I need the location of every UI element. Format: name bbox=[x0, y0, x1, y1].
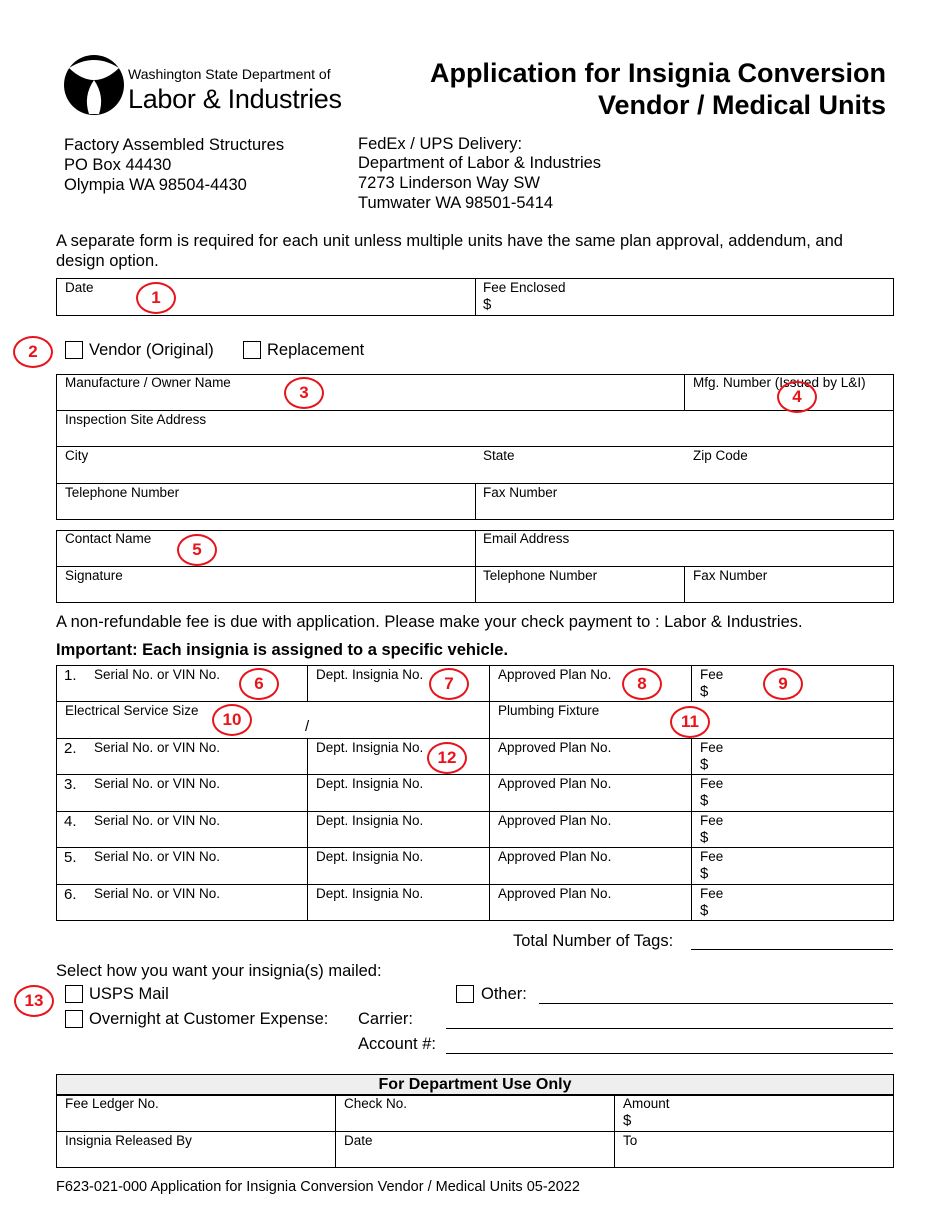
check-number-field[interactable]: Check No. bbox=[344, 1096, 408, 1111]
plan-field[interactable]: Approved Plan No. bbox=[498, 667, 612, 682]
plumbing-field[interactable]: Plumbing Fixture bbox=[498, 703, 600, 718]
usps-label: USPS Mail bbox=[89, 985, 169, 1003]
released-by-field[interactable]: Insignia Released By bbox=[65, 1133, 192, 1148]
mail-address-line: PO Box 44430 bbox=[64, 156, 172, 174]
contact-fax-field[interactable]: Fax Number bbox=[693, 568, 768, 583]
fee-currency: $ bbox=[700, 865, 709, 882]
serial-field[interactable]: Serial No. or VIN No. bbox=[94, 776, 221, 791]
insignia-field[interactable]: Dept. Insignia No. bbox=[316, 667, 424, 682]
dept-use-heading: For Department Use Only bbox=[56, 1074, 894, 1095]
form-title: Application for Insignia Conversion bbox=[429, 58, 886, 88]
replacement-label: Replacement bbox=[267, 341, 365, 359]
insignia-field[interactable]: Dept. Insignia No. bbox=[316, 886, 424, 901]
serial-field[interactable]: Serial No. or VIN No. bbox=[94, 886, 221, 901]
usps-checkbox[interactable] bbox=[65, 985, 83, 1003]
lni-logo-icon bbox=[63, 54, 125, 116]
account-label: Account #: bbox=[358, 1035, 436, 1053]
vendor-checkbox[interactable] bbox=[65, 341, 83, 359]
annotation-marker-12: 12 bbox=[427, 742, 467, 774]
fee-field[interactable]: Fee bbox=[700, 667, 724, 682]
plan-field[interactable]: Approved Plan No. bbox=[498, 740, 612, 755]
state-field[interactable]: State bbox=[483, 448, 515, 463]
vendor-label: Vendor (Original) bbox=[89, 341, 214, 359]
carrier-input[interactable] bbox=[446, 1028, 893, 1029]
signature-field[interactable]: Signature bbox=[65, 568, 123, 583]
serial-field[interactable]: Serial No. or VIN No. bbox=[94, 813, 221, 828]
annotation-marker-1: 1 bbox=[136, 282, 176, 314]
fee-note: A non-refundable fee is due with application. Please make your check payment to : Labor & Industries. bbox=[56, 613, 803, 631]
owner-name-field[interactable]: Manufacture / Owner Name bbox=[65, 375, 231, 390]
fee-currency: $ bbox=[700, 902, 709, 919]
delivery-address-line: Department of Labor & Industries bbox=[358, 154, 602, 172]
other-checkbox[interactable] bbox=[456, 985, 474, 1003]
mail-address-line: Olympia WA 98504-4430 bbox=[64, 176, 247, 194]
fee-field[interactable]: Fee bbox=[700, 740, 724, 755]
fee-enclosed-field[interactable]: Fee Enclosed bbox=[483, 280, 566, 295]
fee-field[interactable]: Fee bbox=[700, 886, 724, 901]
amount-currency: $ bbox=[623, 1112, 632, 1129]
annotation-marker-6: 6 bbox=[239, 668, 279, 700]
date-field[interactable]: Date bbox=[65, 280, 94, 295]
row-number: 1. bbox=[64, 667, 77, 684]
plan-field[interactable]: Approved Plan No. bbox=[498, 886, 612, 901]
annotation-marker-11: 11 bbox=[670, 706, 710, 738]
site-address-field[interactable]: Inspection Site Address bbox=[65, 412, 207, 427]
fee-field[interactable]: Fee bbox=[700, 776, 724, 791]
contact-name-field[interactable]: Contact Name bbox=[65, 531, 152, 546]
insignia-field[interactable]: Dept. Insignia No. bbox=[316, 740, 424, 755]
fee-currency: $ bbox=[700, 756, 709, 773]
serial-field[interactable]: Serial No. or VIN No. bbox=[94, 740, 221, 755]
city-field[interactable]: City bbox=[65, 448, 89, 463]
release-date-field[interactable]: Date bbox=[344, 1133, 373, 1148]
annotation-marker-5: 5 bbox=[177, 534, 217, 566]
fee-currency: $ bbox=[483, 296, 492, 313]
released-to-field[interactable]: To bbox=[623, 1133, 638, 1148]
delivery-address-line: Tumwater WA 98501-5414 bbox=[358, 194, 554, 212]
electrical-service-field[interactable]: Electrical Service Size bbox=[65, 703, 199, 718]
delivery-address-line: FedEx / UPS Delivery: bbox=[358, 135, 523, 153]
fee-currency: $ bbox=[700, 829, 709, 846]
form-footer: F623-021-000 Application for Insignia Conversion Vendor / Medical Units 05-2022 bbox=[56, 1179, 580, 1195]
annotation-marker-9: 9 bbox=[763, 668, 803, 700]
mailing-prompt: Select how you want your insignia(s) mailed: bbox=[56, 962, 382, 980]
annotation-marker-4: 4 bbox=[777, 381, 817, 413]
total-tags-input[interactable] bbox=[691, 949, 893, 950]
row-number: 5. bbox=[64, 849, 77, 866]
annotation-marker-13: 13 bbox=[14, 985, 54, 1017]
other-input[interactable] bbox=[539, 1003, 893, 1004]
delivery-address-line: 7273 Linderson Way SW bbox=[358, 174, 540, 192]
row-number: 4. bbox=[64, 813, 77, 830]
annotation-marker-10: 10 bbox=[212, 704, 252, 736]
agency-name-line2: Labor & Industries bbox=[128, 84, 342, 114]
annotation-marker-7: 7 bbox=[429, 668, 469, 700]
overnight-label: Overnight at Customer Expense: bbox=[89, 1010, 329, 1028]
row-number: 6. bbox=[64, 886, 77, 903]
mfg-number-field[interactable]: Mfg. Number (Issued by L&I) bbox=[693, 375, 866, 390]
total-tags-label: Total Number of Tags: bbox=[513, 932, 674, 950]
carrier-label: Carrier: bbox=[358, 1010, 414, 1028]
row-number: 2. bbox=[64, 740, 77, 757]
account-input[interactable] bbox=[446, 1053, 893, 1054]
zip-field[interactable]: Zip Code bbox=[693, 448, 748, 463]
overnight-checkbox[interactable] bbox=[65, 1010, 83, 1028]
plan-field[interactable]: Approved Plan No. bbox=[498, 813, 612, 828]
insignia-field[interactable]: Dept. Insignia No. bbox=[316, 813, 424, 828]
fee-currency: $ bbox=[700, 792, 709, 809]
annotation-marker-3: 3 bbox=[284, 377, 324, 409]
mail-address-line: Factory Assembled Structures bbox=[64, 136, 285, 154]
serial-field[interactable]: Serial No. or VIN No. bbox=[94, 667, 221, 682]
replacement-checkbox[interactable] bbox=[243, 341, 261, 359]
intro-note: A separate form is required for each unit unless multiple units have the same plan approval, addendum, and design option. bbox=[56, 232, 843, 270]
email-field[interactable]: Email Address bbox=[483, 531, 570, 546]
owner-phone-field[interactable]: Telephone Number bbox=[65, 485, 180, 500]
important-note: Important: Each insignia is assigned to a specific vehicle. bbox=[56, 641, 509, 659]
annotation-marker-2: 2 bbox=[13, 336, 53, 368]
fee-field[interactable]: Fee bbox=[700, 813, 724, 828]
serial-field[interactable]: Serial No. or VIN No. bbox=[94, 849, 221, 864]
insignia-field[interactable]: Dept. Insignia No. bbox=[316, 849, 424, 864]
agency-name-line1: Washington State Department of bbox=[128, 66, 331, 82]
fee-ledger-field[interactable]: Fee Ledger No. bbox=[65, 1096, 159, 1111]
owner-fax-field[interactable]: Fax Number bbox=[483, 485, 558, 500]
electrical-slash: / bbox=[305, 718, 310, 735]
fee-currency: $ bbox=[700, 683, 709, 700]
amount-field[interactable]: Amount bbox=[623, 1096, 670, 1111]
contact-phone-field[interactable]: Telephone Number bbox=[483, 568, 598, 583]
plan-field[interactable]: Approved Plan No. bbox=[498, 849, 612, 864]
row-number: 3. bbox=[64, 776, 77, 793]
other-label: Other: bbox=[481, 985, 527, 1003]
plan-field[interactable]: Approved Plan No. bbox=[498, 776, 612, 791]
annotation-marker-8: 8 bbox=[622, 668, 662, 700]
fee-field[interactable]: Fee bbox=[700, 849, 724, 864]
insignia-field[interactable]: Dept. Insignia No. bbox=[316, 776, 424, 791]
form-subtitle: Vendor / Medical Units bbox=[597, 90, 886, 120]
